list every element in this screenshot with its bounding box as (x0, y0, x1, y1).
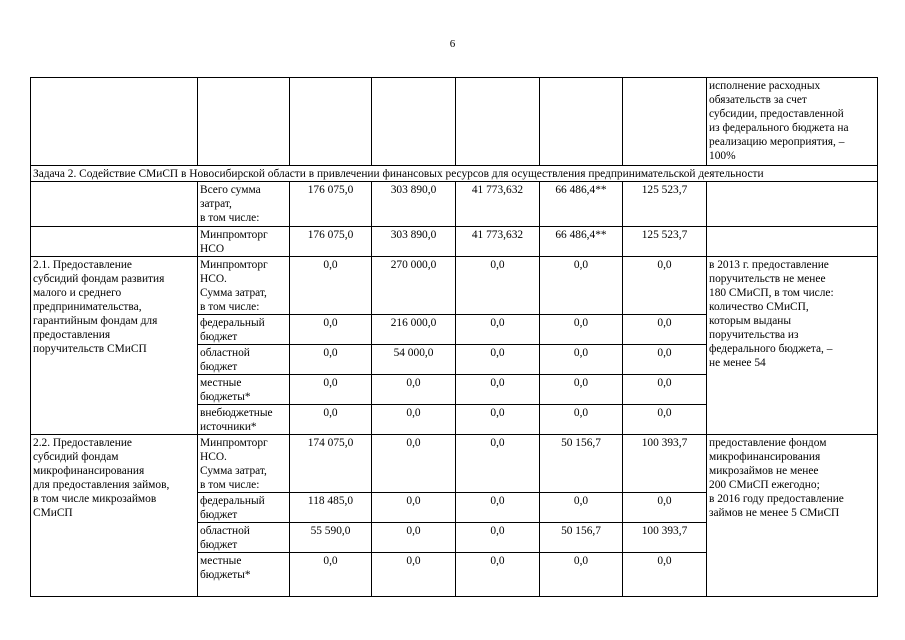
value-cell (623, 78, 707, 166)
value-cell: 0,0 (540, 493, 623, 523)
value-cell: 0,0 (290, 553, 372, 597)
value-cell: 118 485,0 (290, 493, 372, 523)
value-cell: 0,0 (540, 553, 623, 597)
source-cell: областной бюджет (198, 345, 290, 375)
measure-cell (31, 182, 198, 227)
value-cell: 50 156,7 (540, 523, 623, 553)
value-cell: 125 523,7 (623, 227, 707, 257)
value-cell: 50 156,7 (540, 435, 623, 493)
value-cell: 0,0 (456, 493, 540, 523)
value-cell: 174 075,0 (290, 435, 372, 493)
value-cell: 0,0 (456, 435, 540, 493)
value-cell: 176 075,0 (290, 227, 372, 257)
value-cell: 0,0 (372, 553, 456, 597)
goal-cell (707, 227, 878, 257)
source-cell: Минпромторг НСО. Сумма затрат, в том числе: (198, 435, 290, 493)
value-cell: 0,0 (372, 493, 456, 523)
value-cell: 0,0 (372, 405, 456, 435)
value-cell (372, 78, 456, 166)
value-cell: 0,0 (372, 375, 456, 405)
table-row (31, 435, 878, 493)
table-row (31, 78, 878, 166)
value-cell: 0,0 (456, 257, 540, 315)
source-cell: Минпромторг НСО (198, 227, 290, 257)
value-cell: 0,0 (456, 405, 540, 435)
value-cell (290, 78, 372, 166)
source-cell: Минпромторг НСО. Сумма затрат, в том числе: (198, 257, 290, 315)
value-cell: 0,0 (290, 345, 372, 375)
value-cell: 0,0 (623, 405, 707, 435)
value-cell: 66 486,4** (540, 182, 623, 227)
value-cell: 176 075,0 (290, 182, 372, 227)
value-cell: 0,0 (290, 257, 372, 315)
value-cell: 54 000,0 (372, 345, 456, 375)
measure-name: 2.2. Предоставление субсидий фондам микрофинансирования для предоставления займов, в том числе микрозаймов СМиСП (31, 435, 198, 597)
source-cell: местные бюджеты* (198, 375, 290, 405)
measure-cell (31, 227, 198, 257)
value-cell: 0,0 (623, 315, 707, 345)
value-cell: 125 523,7 (623, 182, 707, 227)
source-cell: местные бюджеты* (198, 553, 290, 597)
source-cell (198, 78, 290, 166)
value-cell: 0,0 (456, 375, 540, 405)
value-cell: 0,0 (290, 375, 372, 405)
value-cell: 0,0 (540, 375, 623, 405)
value-cell: 0,0 (456, 523, 540, 553)
measure-cell (31, 78, 198, 166)
page-number: 6 (449, 38, 456, 50)
value-cell: 0,0 (290, 315, 372, 345)
value-cell: 100 393,7 (623, 523, 707, 553)
value-cell: 66 486,4** (540, 227, 623, 257)
table-row (31, 257, 878, 315)
task-title: Задача 2. Содействие СМиСП в Новосибирской области в привлечении финансовых ресурсов для осуществления предпринимательской деятельности (31, 166, 878, 182)
value-cell: 55 590,0 (290, 523, 372, 553)
goal-cell: в 2013 г. предоставление поручительств не менее 180 СМиСП, в том числе: количество СМиСП, которым выданы поручительства из федерального бюджета, – не менее 54 (707, 257, 878, 435)
source-cell: внебюджетные источники* (198, 405, 290, 435)
value-cell: 41 773,632 (456, 182, 540, 227)
goal-cell: исполнение расходных обязательств за счет субсидии, предоставленной из федерального бюджета на реализацию мероприятия, – 100% (707, 78, 878, 166)
value-cell: 270 000,0 (372, 257, 456, 315)
value-cell: 41 773,632 (456, 227, 540, 257)
value-cell: 0,0 (372, 435, 456, 493)
value-cell: 0,0 (540, 315, 623, 345)
value-cell: 0,0 (290, 405, 372, 435)
table-row (31, 182, 878, 227)
value-cell (456, 78, 540, 166)
value-cell: 0,0 (540, 345, 623, 375)
value-cell: 0,0 (623, 493, 707, 523)
value-cell: 0,0 (540, 257, 623, 315)
measure-name: 2.1. Предоставление субсидий фондам развития малого и среднего предпринимательства, гарантийным фондам для предоставления поручительств СМиСП (31, 257, 198, 435)
value-cell: 0,0 (456, 553, 540, 597)
source-cell: Всего сумма затрат, в том числе: (198, 182, 290, 227)
source-cell: федеральный бюджет (198, 493, 290, 523)
program-table (30, 77, 878, 597)
value-cell: 100 393,7 (623, 435, 707, 493)
value-cell: 216 000,0 (372, 315, 456, 345)
value-cell: 303 890,0 (372, 227, 456, 257)
value-cell: 0,0 (623, 553, 707, 597)
value-cell: 0,0 (623, 257, 707, 315)
value-cell: 0,0 (623, 345, 707, 375)
value-cell: 303 890,0 (372, 182, 456, 227)
value-cell (540, 78, 623, 166)
source-cell: федеральный бюджет (198, 315, 290, 345)
task-row (31, 166, 878, 182)
goal-cell: предоставление фондом микрофинансирования микрозаймов не менее 200 СМиСП ежегодно; в 2016 году предоставление займов не менее 5 СМиСП (707, 435, 878, 597)
value-cell: 0,0 (372, 523, 456, 553)
value-cell: 0,0 (456, 345, 540, 375)
source-cell: областной бюджет (198, 523, 290, 553)
goal-cell (707, 182, 878, 227)
table-row (31, 227, 878, 257)
value-cell: 0,0 (623, 375, 707, 405)
value-cell: 0,0 (540, 405, 623, 435)
value-cell: 0,0 (456, 315, 540, 345)
